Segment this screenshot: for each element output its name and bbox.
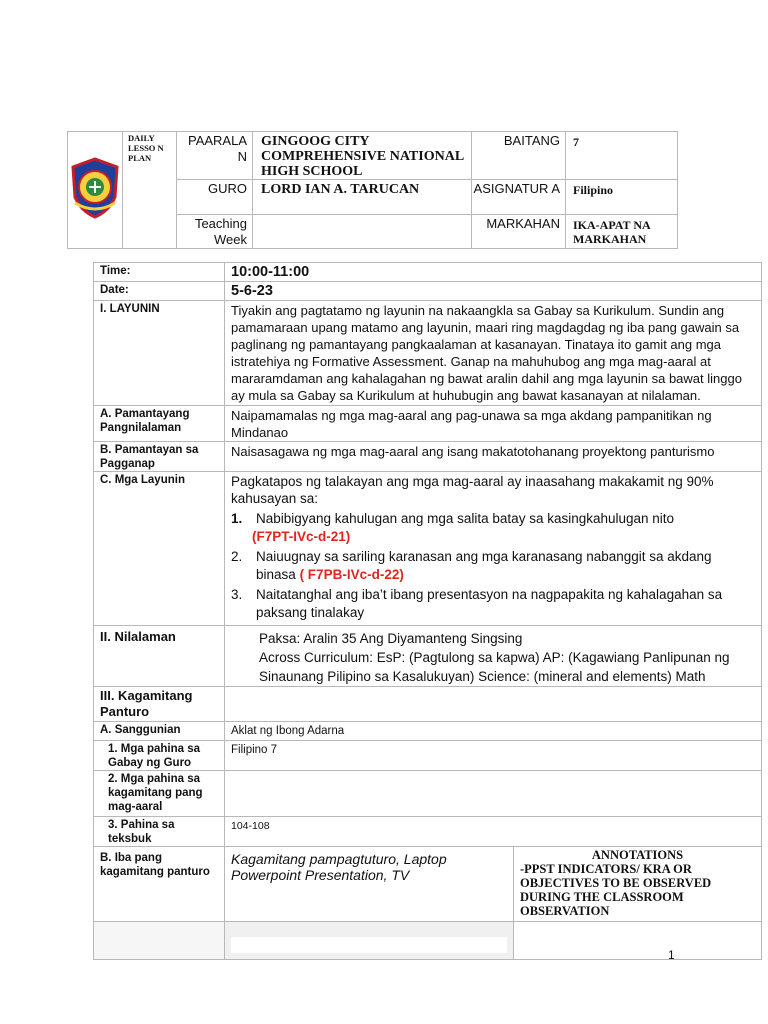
across-curriculum-text: Across Curriculum: EsP: (Pagtulong sa kapwa) AP: (Kagawiang Panlipunan ng Sinaunang Pilipino sa Kasalukuyan) Science: (mineral and elements) Math: [259, 650, 730, 684]
list-item: [231, 510, 755, 545]
sanggunian-label: A. Sanggunian: [94, 722, 225, 741]
mga-layunin-cell: [225, 472, 762, 626]
school-logo-cell: [68, 132, 123, 249]
time-label: Time:: [94, 263, 225, 282]
layunin-label: I. LAYUNIN: [94, 301, 225, 406]
guro-value: LORD IAN A. TARUCAN: [253, 180, 472, 215]
objective-number: 2.: [231, 549, 243, 564]
pamantayang-pangnilalaman-text: Naipamamalas ng mga mag-aaral ang pag-unawa sa mga akdang pampanitikan ng Mindanao: [225, 406, 762, 442]
date-label: Date:: [94, 282, 225, 301]
nilalaman-label: II. Nilalaman: [94, 626, 225, 687]
objectives-list: [231, 510, 755, 621]
objective-text: Nabibigyang kahulugan ang mga salita batay sa kasingkahulugan nito (F7PT-IVc-d-21): [252, 511, 675, 544]
annotations-title: ANNOTATIONS: [591, 848, 684, 862]
empty-annotation-cell: [514, 922, 762, 960]
kagamitang-panturo-value: [225, 687, 762, 722]
pahina-gabay-guro-value: Filipino 7: [225, 741, 762, 771]
header-table: [67, 131, 678, 249]
daily-lesson-plan-label: DAILY LESSO N PLAN: [123, 132, 177, 249]
baitang-label: BAITANG: [472, 132, 566, 180]
kagamitang-panturo-label: III. Kagamitang Panturo: [94, 687, 225, 722]
markahan-value: IKA-APAT NA MARKAHAN: [566, 215, 678, 249]
layunin-text: Tiyakin ang pagtatamo ng layunin na nakaangkla sa Gabay sa Kurikulum. Sundin ang pamamaraan upang matamo ang layunin, maari ring magdagdag ng iba pang gawain sa paglinang ng pamantayang pangkaalaman at kasanayan. Tinataya ito gamit ang mga istratehiya ng Formative Assessment. Ganap na mahuhubog ang mga mag-aaral at mararamdaman ang kahalagahan ng bawat aralin dahil ang mga layunin sa bawat linggo ay mula sa Gabay sa Kurikulum at huhubugin ang bawat kasanayan at nilalaman.: [225, 301, 762, 406]
objective-text: Naiuugnay sa sariling karanasan ang mga karanasang nabanggit sa akdang binasa ( F7PB-IVc-d-22): [256, 549, 712, 582]
pahina-teksbuk-value: 104-108: [225, 817, 762, 847]
school-seal-icon: [69, 157, 121, 219]
list-item: [231, 548, 755, 583]
nilalaman-cell: [225, 626, 762, 687]
annotations-cell: [514, 847, 762, 922]
objective-code: ( F7PB-IVc-d-22): [299, 566, 404, 582]
pamantayan-sa-pagganap-label: B. Pamantayan sa Pagganap: [94, 442, 225, 472]
paksa-text: Paksa: Aralin 35 Ang Diyamanteng Singsing: [259, 631, 523, 646]
baitang-value: 7: [566, 132, 678, 180]
mga-layunin-intro: Pagkatapos ng talakayan ang mga mag-aaral ay inaasahang makakamit ng 90% kahusayan sa:: [231, 474, 714, 506]
iba-pang-kagamitan-label: B. Iba pang kagamitang panturo: [94, 847, 225, 922]
pahina-magaaral-label: 2. Mga pahina sa kagamitang pang mag-aaral: [94, 771, 225, 817]
guro-label: GURO: [177, 180, 253, 215]
asignatura-label: ASIGNATUR A: [472, 180, 566, 215]
empty-value-cell: [225, 922, 514, 960]
list-item: [231, 586, 755, 621]
empty-label-cell: [94, 922, 225, 960]
pahina-gabay-guro-label: 1. Mga pahina sa Gabay ng Guro: [94, 741, 225, 771]
objective-number: 3.: [231, 587, 243, 602]
teaching-week-value: [253, 215, 472, 249]
time-value: 10:00-11:00: [225, 263, 762, 282]
iba-pang-kagamitan-value: Kagamitang pampagtuturo, Laptop Powerpoint Presentation, TV: [225, 847, 514, 922]
objective-code: (F7PT-IVc-d-21): [252, 528, 351, 544]
page-number: 1: [668, 948, 675, 962]
markahan-label: MARKAHAN: [472, 215, 566, 249]
pahina-magaaral-value: [225, 771, 762, 817]
annotations-text: -PPST INDICATORS/ KRA OR OBJECTIVES TO BE OBSERVED DURING THE CLASSROOM OBSERVATION: [520, 862, 712, 918]
objective-text: Naitatanghal ang iba’t ibang presentasyon na nagpapakita ng kahalagahan sa paksang tinalakay: [256, 587, 723, 620]
pamantayang-pangnilalaman-label: A. Pamantayang Pangnilalaman: [94, 406, 225, 442]
asignatura-value: Filipino: [566, 180, 678, 215]
paaralan-value: GINGOOG CITY COMPREHENSIVE NATIONAL HIGH SCHOOL: [253, 132, 472, 180]
lesson-plan-table: [93, 262, 762, 960]
sanggunian-value: Aklat ng Ibong Adarna: [225, 722, 762, 741]
mga-layunin-label: C. Mga Layunin: [94, 472, 225, 626]
date-value: 5-6-23: [225, 282, 762, 301]
pahina-teksbuk-label: 3. Pahina sa teksbuk: [94, 817, 225, 847]
blank-field: [231, 937, 507, 953]
pamantayan-sa-pagganap-text: Naisasagawa ng mga mag-aaral ang isang makatotohanang proyektong panturismo: [225, 442, 762, 472]
teaching-week-label: Teaching Week: [177, 215, 253, 249]
objective-number: 1.: [231, 511, 243, 526]
paaralan-label: PAARALA N: [177, 132, 253, 180]
